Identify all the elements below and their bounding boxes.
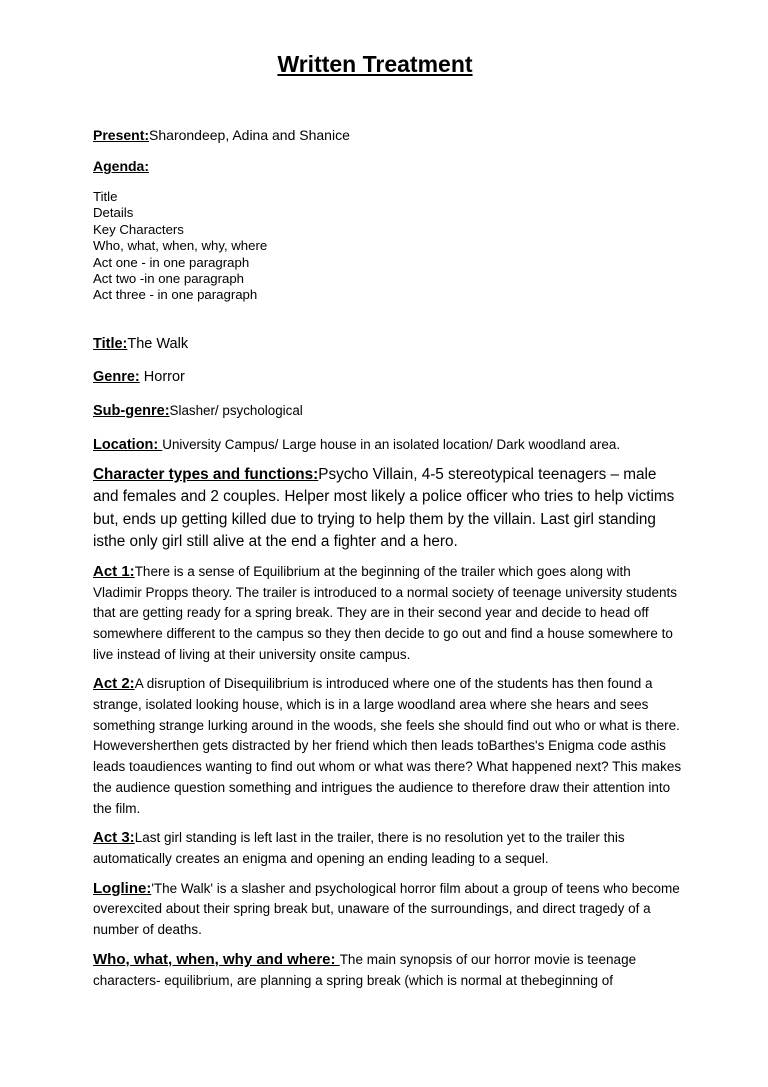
characters-paragraph (93, 464, 683, 554)
characters-label: Character types and functions: (93, 465, 319, 483)
agenda-item: Act one - in one paragraph (93, 254, 250, 270)
logline-label: Logline: (93, 879, 152, 897)
document-title: Written Treatment (277, 51, 473, 77)
agenda-item: Act three - in one paragraph (93, 287, 258, 303)
who-what-label: Who, what, when, why and where: (93, 950, 340, 968)
act1-value: There is a sense of Equilibrium at the beginning of the trailer which goes along with Vladimir Propps theory. The trailer is introduced to a normal society of teenage university students that are getting ready for a spring break. They are in their second year and decide to head off somewhere different to the campus so they then decide to go out and find a house somewhere to live instead of living at their university onsite campus. (93, 563, 678, 662)
location-value: University Campus/ Large house in an isolated location/ Dark woodland area. (162, 436, 621, 452)
agenda-item: Key Characters (93, 221, 184, 237)
title-line (93, 335, 683, 354)
act1-label: Act 1: (93, 562, 135, 580)
agenda-heading (93, 158, 683, 175)
subgenre-value: Slasher/ psychological (169, 402, 303, 418)
genre-value: Horror (139, 368, 185, 385)
title-label: Title: (93, 335, 128, 352)
characters-value: Psycho Villain, 4-5 stereotypical teenagers – male and females and 2 couples. Helper most likely a police officer who tries to help victims but, ends up getting killed due to trying to help them by the villain. Last girl standing isthe only girl still alive at the end a fighter and a hero. (93, 465, 675, 551)
act2-paragraph (93, 674, 683, 819)
who-what-value: The main synopsis of our horror movie is teenage characters- equilibrium, are planning a spring break (which is normal at thebeginning of (93, 951, 637, 988)
act1-paragraph (93, 562, 683, 666)
subgenre-line (93, 401, 683, 421)
agenda-item: Act two -in one paragraph (93, 271, 245, 287)
logline-paragraph (93, 879, 683, 941)
act3-label: Act 3: (93, 829, 135, 847)
subgenre-label: Sub-genre: (93, 402, 170, 419)
logline-value: 'The Walk' is a slasher and psychological horror film about a group of teens who become overexcited about their spring break but, unaware of the surroundings, and direct tragedy of a number of deaths. (93, 880, 680, 938)
who-what-paragraph (93, 950, 683, 991)
location-label: Location: (93, 436, 163, 453)
agenda-item: Details (93, 205, 134, 221)
agenda-label: Agenda: (93, 158, 149, 174)
act2-label: Act 2: (93, 675, 135, 693)
act3-paragraph (93, 828, 683, 869)
present-value: Sharondeep, Adina and Shanice (149, 127, 350, 143)
present-label: Present: (93, 127, 150, 143)
agenda-item: Who, what, when, why, where (93, 238, 268, 254)
agenda-item: Title (93, 189, 118, 204)
present-line (93, 127, 683, 144)
document-body (93, 127, 683, 991)
act3-value: Last girl standing is left last in the trailer, there is no resolution yet to the trailer this automatically creates an enigma and opening an ending leading to a sequel. (93, 830, 625, 866)
act2-value: A disruption of Disequilibrium is introduced where one of the students has then found a strange, isolated looking house, which is in a large woodland area where she hears and sees something strange lurking around in the woods, she feels she should find out who or what is there. Howeversherthen gets distracted by her friend which then leads toBarthes's Enigma code asthis leads toaudiences wanting to find out whom or what was there? What happened next? This makes the audience question something and intrigues the audience to therefore draw their attention into the film. (93, 676, 682, 816)
genre-label: Genre: (93, 368, 140, 385)
genre-line (93, 368, 683, 387)
agenda-list (93, 189, 683, 304)
title-value: The Walk (127, 335, 189, 352)
location-line (93, 435, 683, 455)
